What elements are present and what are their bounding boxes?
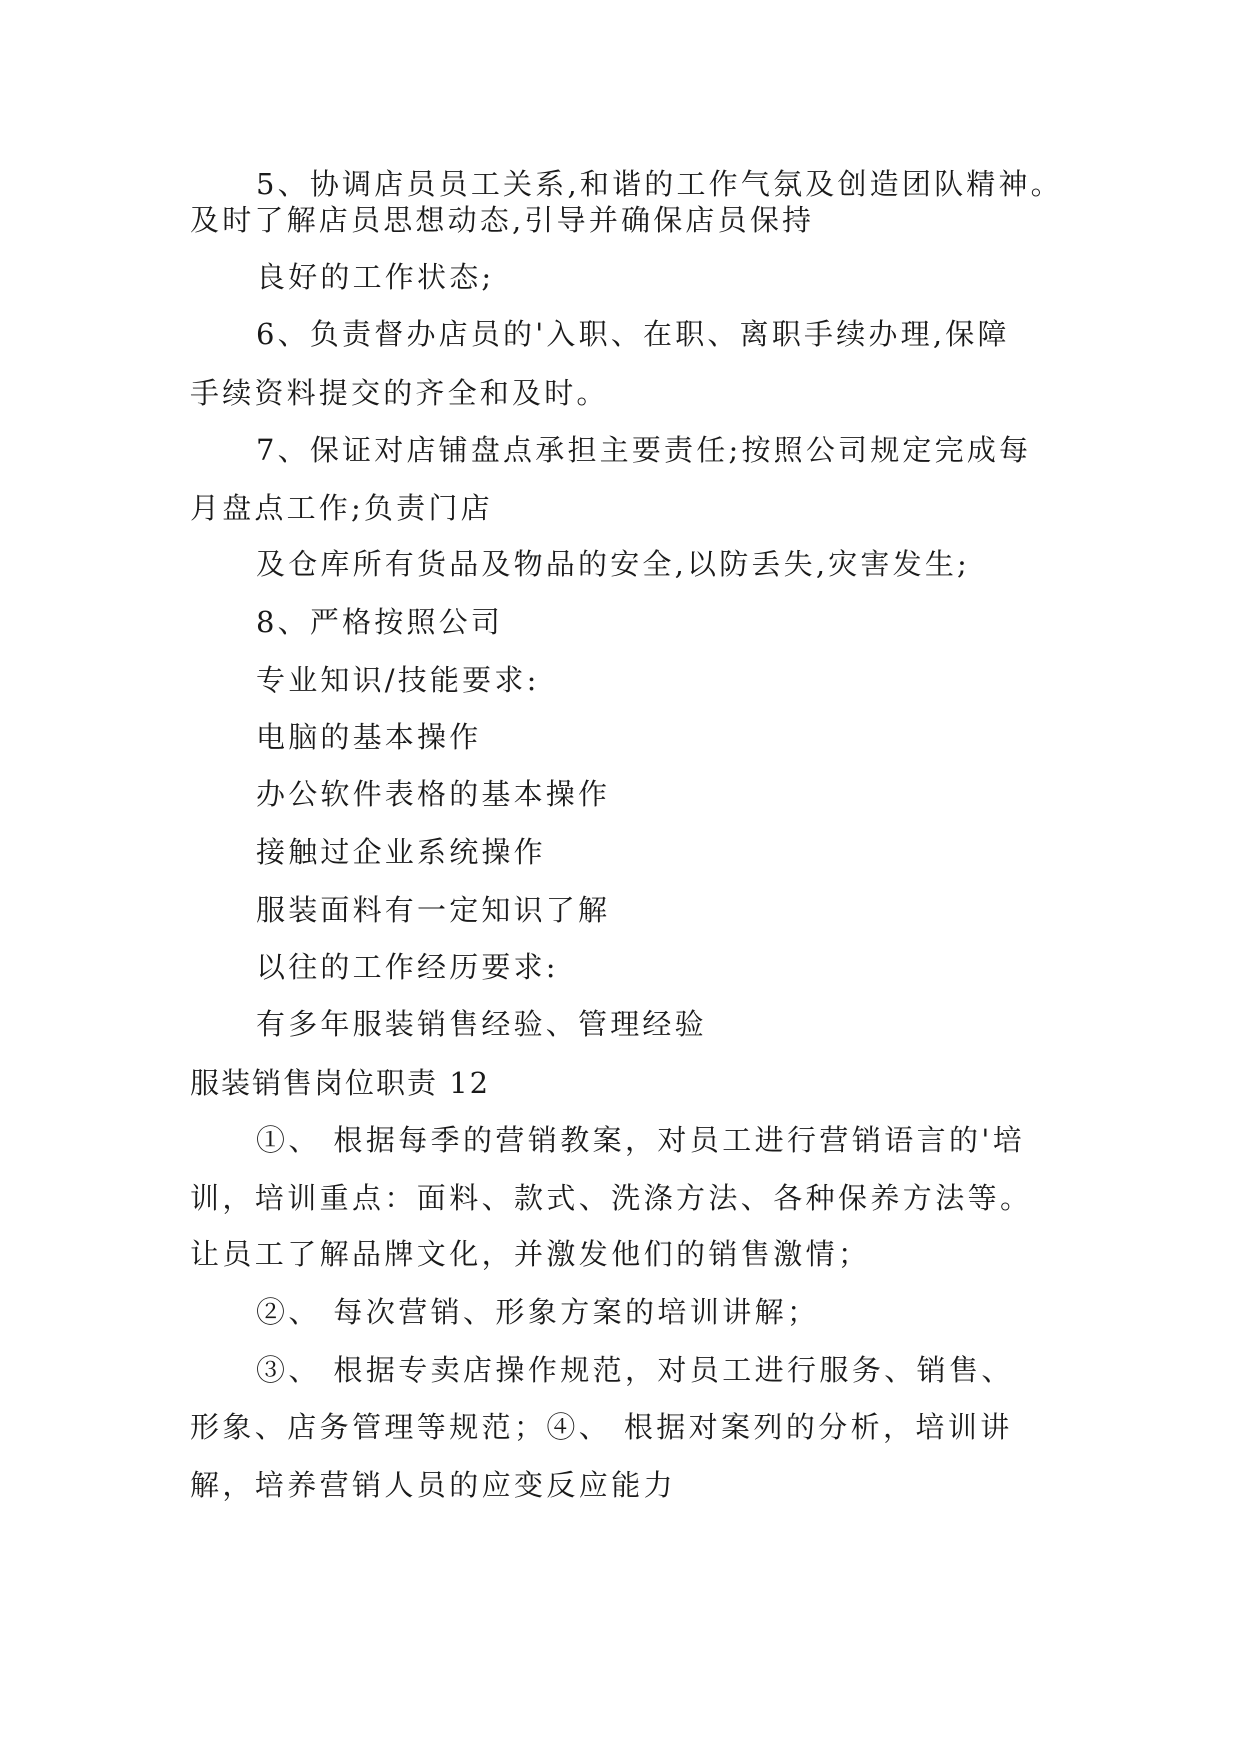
text-line: 让员工了解品牌文化，并激发他们的销售激情； xyxy=(190,1237,871,1271)
text-line: 手续资料提交的齐全和及时。 xyxy=(190,376,609,410)
text-line: 良好的工作状态; xyxy=(256,260,495,294)
text-line: 解，培养营销人员的应变反应能力 xyxy=(190,1468,677,1502)
text-line: 8、严格按照公司 xyxy=(256,605,504,639)
text-line: 5、协调店员员工关系,和谐的工作气氛及创造团队精神。 xyxy=(256,167,1063,201)
text-line: ①、 根据每季的营销教案，对员工进行营销语言的'培 xyxy=(256,1123,1026,1157)
text-line: 6、负责督办店员的'入职、在职、离职手续办理,保障 xyxy=(256,317,1010,351)
section-heading: 服装销售岗位职责 12 xyxy=(190,1066,491,1100)
text-line: 专业知识/技能要求: xyxy=(256,663,540,697)
text-line: 及仓库所有货品及物品的安全,以防丢失,灾害发生; xyxy=(256,547,971,581)
text-line: ③、 根据专卖店操作规范，对员工进行服务、销售、 xyxy=(256,1353,1014,1387)
text-line: 有多年服装销售经验、管理经验 xyxy=(256,1007,707,1041)
text-line: 接触过企业系统操作 xyxy=(256,835,546,869)
text-line: ②、 每次营销、形象方案的培训讲解； xyxy=(256,1295,820,1329)
text-line: 月盘点工作;负责门店 xyxy=(190,491,493,525)
text-line: 形象、店务管理等规范；④、 根据对案列的分析，培训讲 xyxy=(190,1410,1013,1444)
text-line: 服装面料有一定知识了解 xyxy=(256,893,611,927)
text-line: 电脑的基本操作 xyxy=(256,720,482,754)
text-line: 训，培训重点：面料、款式、洗涤方法、各种保养方法等。 xyxy=(190,1181,1033,1215)
text-line: 办公软件表格的基本操作 xyxy=(256,777,611,811)
text-line: 以往的工作经历要求: xyxy=(256,950,559,984)
text-line: 7、保证对店铺盘点承担主要责任;按照公司规定完成每 xyxy=(256,433,1032,467)
text-line: 及时了解店员思想动态,引导并确保店员保持 xyxy=(190,203,815,237)
